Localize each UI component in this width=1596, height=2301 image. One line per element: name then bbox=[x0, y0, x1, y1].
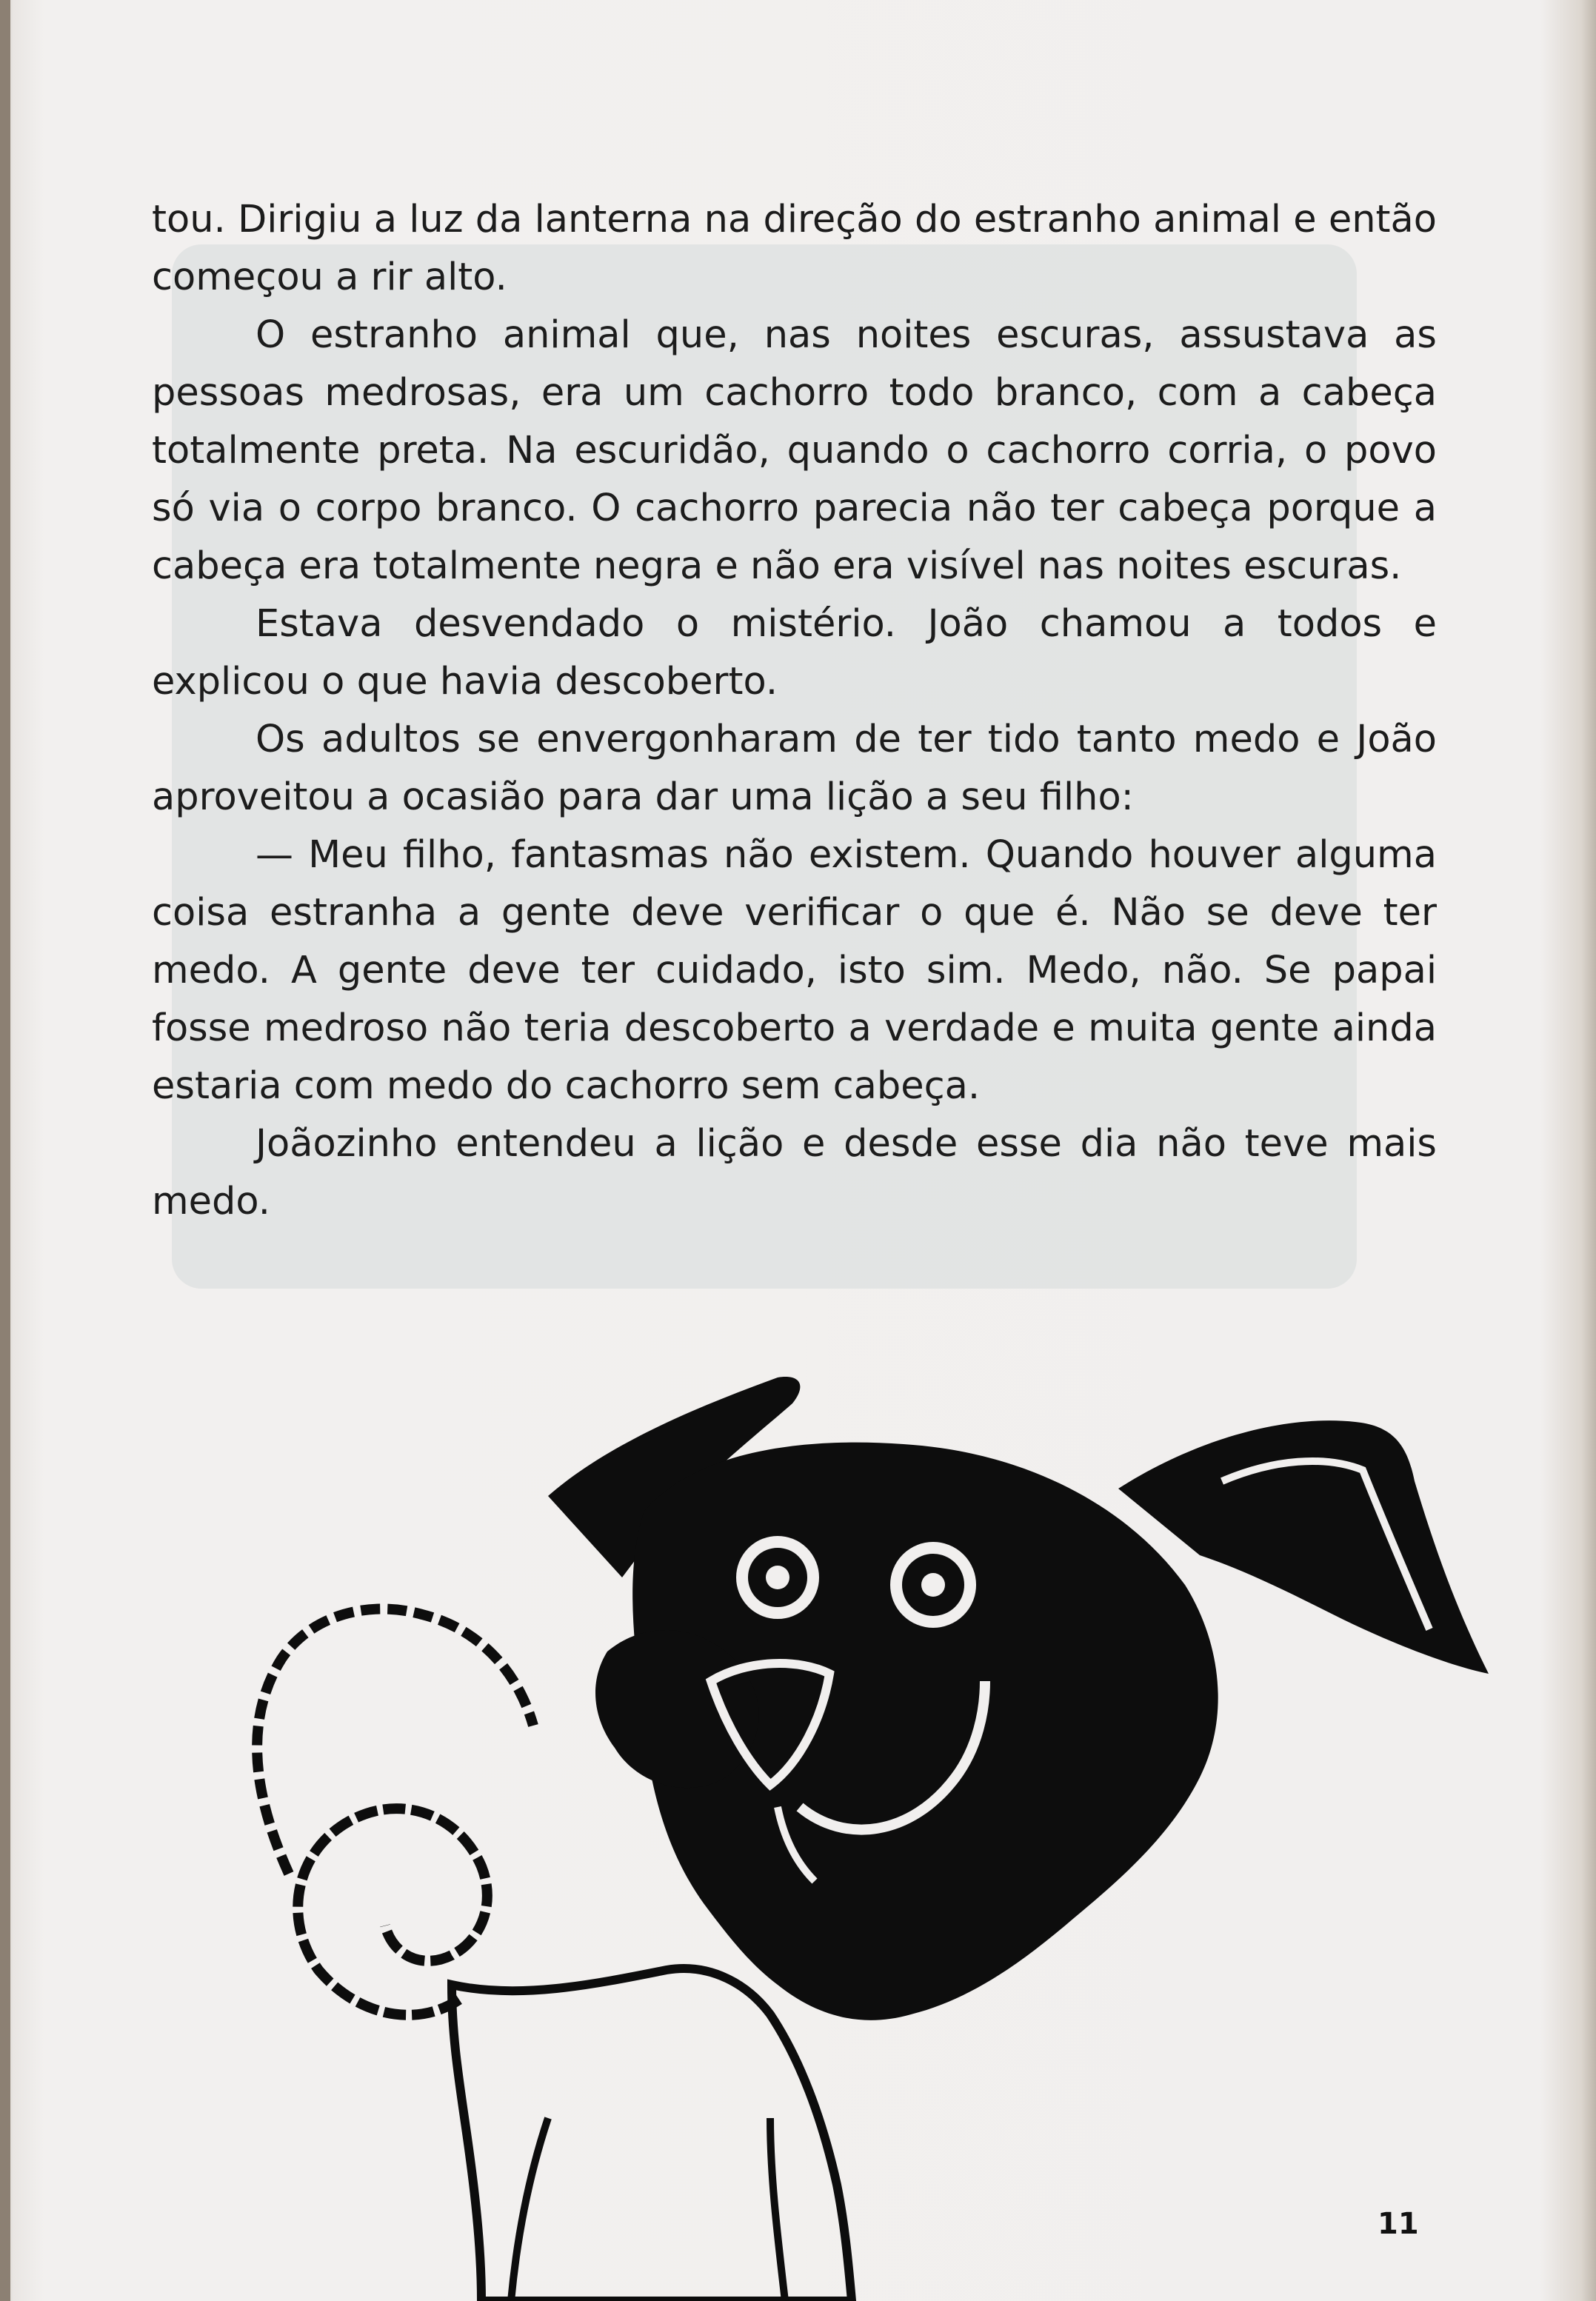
dog-leg bbox=[511, 2118, 548, 2301]
book-spine bbox=[0, 0, 10, 2301]
page-number: 11 bbox=[1378, 2207, 1419, 2241]
paragraph: Estava desvendado o mistério. João chamou a todos e explicou o que havia descoberto. bbox=[152, 602, 1437, 704]
paragraph: tou. Dirigiu a luz da lanterna na direção do estranho animal e então começou a rir alto. bbox=[152, 198, 1437, 299]
paragraph: — Meu filho, fantasmas não existem. Quando houver alguma coisa estranha a gente deve verificar o que é. Não se deve ter medo. A gente deve ter cuidado, isto sim. Medo, não. Se papai fosse medroso não teria descoberto a verdade e muita gente ainda estaria com medo do cachorro sem cabeça. bbox=[152, 833, 1437, 1108]
paragraph: Os adultos se envergonharam de ter tido tanto medo e João aproveitou a ocasião para dar uma lição a seu filho: bbox=[152, 718, 1437, 819]
paragraph: Joãozinho entendeu a lição e desde esse dia não teve mais medo. bbox=[152, 1122, 1437, 1223]
black-dog-illustration bbox=[133, 1333, 1511, 2301]
dog-leg bbox=[770, 2118, 785, 2301]
story-text bbox=[152, 191, 1437, 1231]
paragraph: O estranho animal que, nas noites escuras, assustava as pessoas medrosas, era um cachorro todo branco, com a cabeça totalmente preta. Na escuridão, quando o cachorro corria, o povo só via o corpo branco. O cachorro parecia não ter cabeça porque a cabeça era totalmente negra e não era visível nas noites escuras. bbox=[152, 313, 1437, 588]
dog-body bbox=[452, 1968, 852, 2301]
